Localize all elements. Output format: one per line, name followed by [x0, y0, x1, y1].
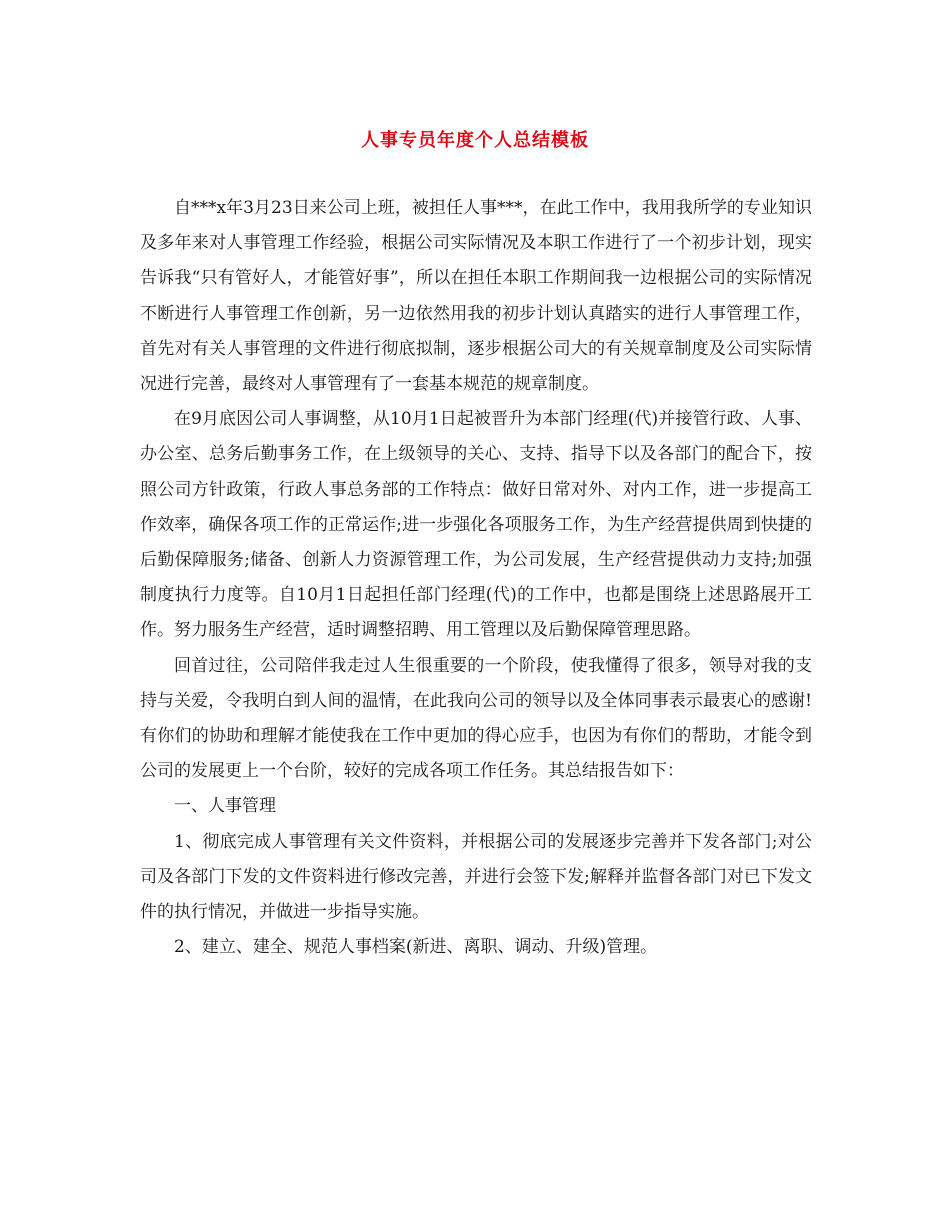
- document-title: 人事专员年度个人总结模板: [361, 130, 589, 151]
- paragraph-gratitude: 回首过往，公司陪伴我走过人生很重要的一个阶段，使我懂得了很多，领导对我的支持与关爱，令我明白到人间的温情，在此我向公司的领导以及全体同事表示最衷心的感谢!有你们的协助和理解才能使我在工作中更加的得心应手，也因为有你们的帮助，才能令到公司的发展更上一个台阶，较好的完成各项工作任务。其总结报告如下：: [140, 655, 812, 782]
- document-body: [140, 191, 812, 965]
- section-heading-personnel: 一、人事管理: [174, 796, 276, 817]
- paragraph-item-2: 2、建立、建全、规范人事档案(新进、离职、调动、升级)管理。: [174, 937, 658, 958]
- paragraph-item-1: 1、彻底完成人事管理有关文件资料，并根据公司的发展逐步完善并下发各部门;对公司及各部门下发的文件资料进行修改完善，并进行会签下发;解释并监督各部门对已下发文件的执行情况，并做进一步指导实施。: [140, 831, 812, 923]
- paragraph-intro: 自***x年3月23日来公司上班，被担任人事***，在此工作中，我用我所学的专业知识及多年来对人事管理工作经验，根据公司实际情况及本职工作进行了一个初步计划，现实告诉我“只有管好人，才能管好事”，所以在担任本职工作期间我一边根据公司的实际情况不断进行人事管理工作创新，另一边依然用我的初步计划认真踏实的进行人事管理工作，首先对有关人事管理的文件进行彻底拟制，逐步根据公司大的有关规章制度及公司实际情况进行完善，最终对人事管理有了一套基本规范的规章制度。: [140, 198, 812, 395]
- paragraph-promotion: 在9月底因公司人事调整，从10月1日起被晋升为本部门经理(代)并接管行政、人事、办公室、总务后勤事务工作，在上级领导的关心、支持、指导下以及各部门的配合下，按照公司方针政策，行政人事总务部的工作特点：做好日常对外、对内工作，进一步提高工作效率，确保各项工作的正常运作;进一步强化各项服务工作，为生产经营提供周到快捷的后勤保障服务;储备、创新人力资源管理工作，为公司发展，生产经营提供动力支持;加强制度执行力度等。自10月1日起担任部门经理(代)的工作中，也都是围绕上述思路展开工作。努力服务生产经营，适时调整招聘、用工管理以及后勤保障管理思路。: [140, 409, 812, 641]
